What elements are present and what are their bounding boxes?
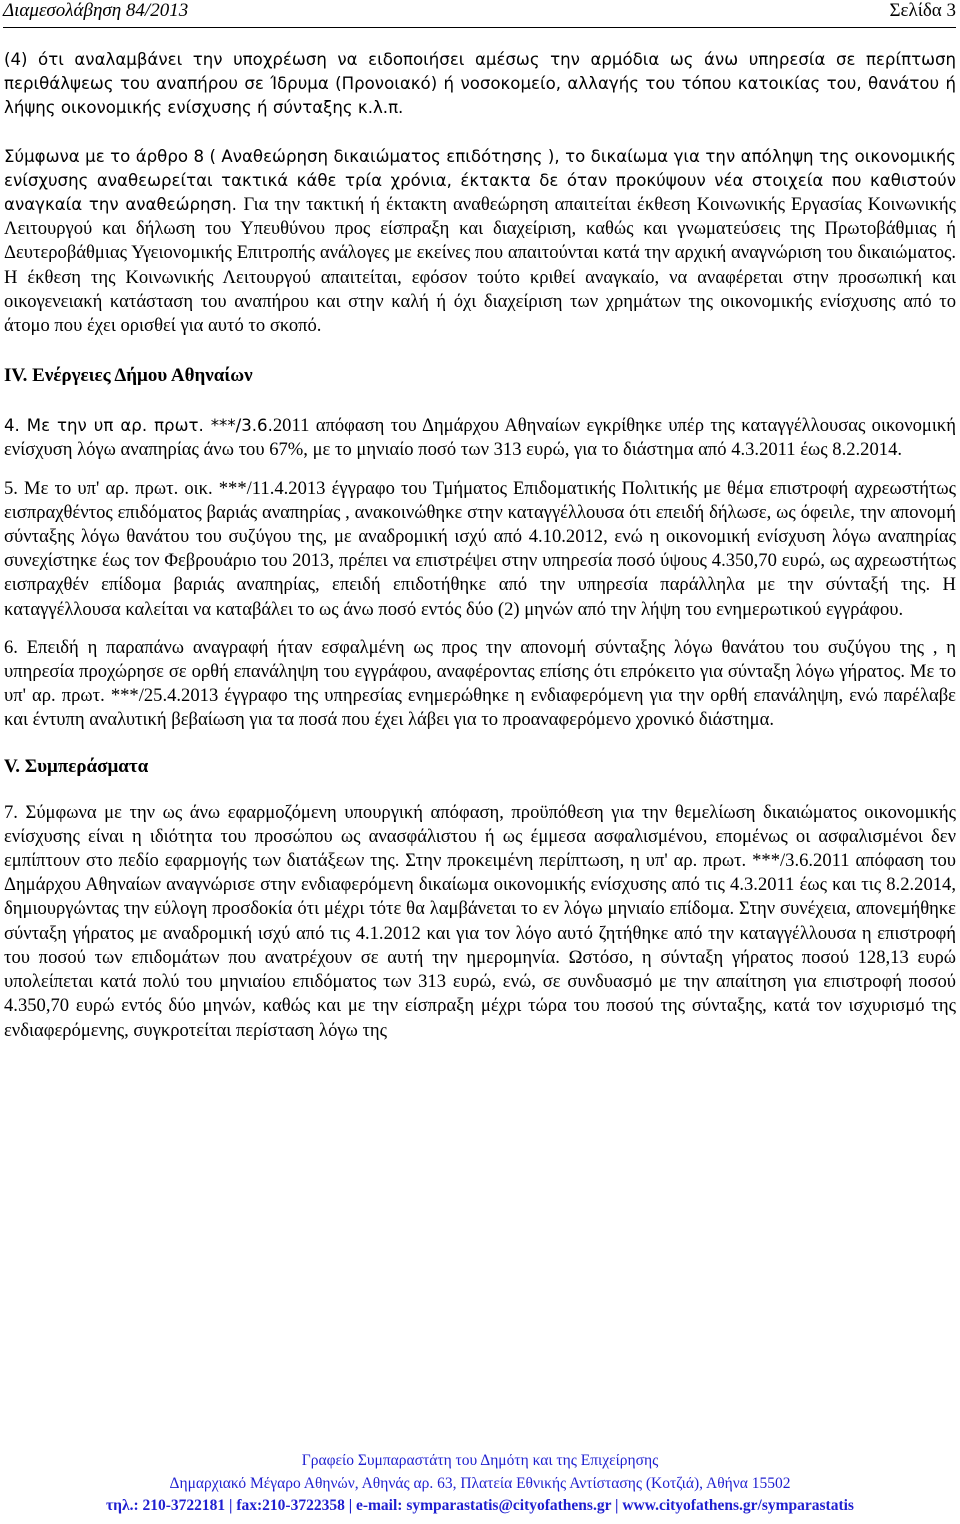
paragraph-4 — [4, 414, 956, 462]
footer-contact-line: τηλ.: 210-3722181 | fax:210-3722358 | e-mail: symparastatis@cityofathens.gr | www.cityofathens.gr/symparastatis — [106, 1497, 854, 1514]
footer-address: Δημαρχιακό Μέγαρο Αθηνών, Αθηνάς αρ. 63, Πλατεία Εθνικής Αντίστασης (Κοτζιά), Αθήνα 15502 — [169, 1474, 791, 1492]
case-reference: Διαμεσολάβηση 84/2013 — [3, 0, 189, 21]
page-header — [3, 0, 956, 26]
page-footer — [0, 1450, 960, 1518]
paragraph-7: 7. Σύμφωνα με την ως άνω εφαρμοζόμενη υπουργική απόφαση, προϋπόθεση για την θεμελίωση δικαιώματος οικονομικής ενίσχυσης είναι η ιδιότητα του προσώπου ως ανασφάλιστου ή ως έμμεσα ασφαλισμένου, επομένως οι ασφαλισμένοι δεν εμπίπτουν στο πεδίο εφαρμογής των διατάξεων της. Στην προκειμένη περίπτωση, η υπ' αρ. πρωτ. ***/3.6.2011 απόφαση του Δημάρχου Αθηναίων αναγνώρισε στην ενδιαφερόμενη δικαίωμα οικονομικής ενίσχυσης από τις 4.3.2011 έως και τις 8.2.2014, δημιουργώντας την εύλογη προσδοκία ότι μέχρι τότε θα λαμβάνεται το εν λόγω μηνιαίο επίδομα. Στην συνέχεια, απονεμήθηκε σύνταξη γήρατος με αναδρομική ισχύ από τις 4.1.2012 και για τον λόγο αυτό ζητήθηκε από την καταγγέλλουσα η επιστροφή του ποσού των επιδομάτων που ανατρέχουν σε αυτή την ημερομηνία. Ωστόσο, η σύνταξη γήρατος ποσού 128,13 ευρώ υπολείπεται κατά πολύ του μηνιαίου επιδόματος των 313 ευρώ, ενώ, σε συνδυασμό με την απαίτηση για επιστροφή ποσού 4.350,70 ευρώ εντός δύο μηνών, καθώς και με την είσπραξη μέχρι τώρα του ποσού της σύνταξης, κατά τον ισχυρισμό της ενδιαφερόμενης, συγκροτείται περίσταση λόγω της — [4, 801, 956, 1041]
paragraph-4-serif: 2011 απόφαση του Δημάρχου Αθηναίων εγκρίθηκε υπέρ της καταγγέλλουσας οικονομική ενίσχυση λόγω αναπηρίας άνω του 67%, με το μηνιαίο ποσό των 313 ευρώ, για το διάστημα από 4.3.2011 έως 8.2.2014. — [4, 415, 956, 461]
paragraph-article-8-sans: Σύμφωνα με το άρθρο 8 ( Αναθεώρηση δικαιώματος επιδότησης ), το δικαίωμα για την απόληψη της οικονομικής ενίσχυσης αναθεωρείται τακτικά κάθε τρία χρόνια, έκτακτα δε όταν προκύψουν νέα στοιχεία που καθιστούν αναγκαία την αναθεώρηση. — [4, 146, 956, 215]
paragraph-6: 6. Επειδή η παραπάνω αναγραφή ήταν εσφαλμένη ως προς την απονομή σύνταξης λόγω θανάτου του συζύγου της , η υπηρεσία προχώρησε σε ορθή επανάληψη του εγγράφου, αναφέροντας επίσης ότι επρόκειτο για σύνταξη λόγω γήρατος. Με το υπ' αρ. πρωτ. ***/25.4.2013 έγγραφο της υπηρεσίας ενημερώθηκε η ενδιαφερόμενη για την ορθή επανάληψη, ενώ παρέλαβε και έντυπη αναλυτική βεβαίωση για τα ποσά που έχει λάβει για το προαναφερόμενο χρονικό διάστημα. — [4, 636, 956, 731]
paragraph-article-8-serif: Για την τακτική ή έκτακτη αναθεώρηση απαιτείται έκθεση Κοινωνικής Εργασίας Κοινωνικής Λειτουργού και δήλωση του Υπευθύνου προς είσπραξη και διαχείριση, καθώς και γνωματεύσεις της Πρωτοβάθμιας ή Δευτεροβάθμιας Υγειονομικής Επιτροπής ανάλογες με εκείνες που απαιτούνται κατά την αρχική αναγνώριση του δικαιώματος. Η έκθεση της Κοινωνικής Λειτουργού απαιτείται, εφόσον τούτο κριθεί αναγκαίο, να αναφέρεται στην προσωπική και οικογενειακή κατάσταση του αναπήρου και στην καλή ή όχι διαχείριση των χρημάτων της οικονομικής ενίσχυσης από το άτομο που έχει ορισθεί για αυτό το σκοπό. — [4, 194, 956, 337]
document-body — [4, 48, 956, 1043]
paragraph-article-8 — [4, 145, 956, 339]
paragraph-4-sans: 4. Με την υπ αρ. πρωτ. ***/3.6. — [4, 416, 273, 436]
page-number: Σελίδα 3 — [889, 0, 956, 21]
section-heading-iv: IV. Ενέργειες Δήμου Αθηναίων — [4, 365, 253, 387]
paragraph-obligation: (4) ότι αναλαμβάνει την υποχρέωση να ειδοποιήσει αμέσως την αρμόδια ως άνω υπηρεσία σε περίπτωση περιθάλψεως του αναπήρου σε Ίδρυμα (Προνοιακό) ή νοσοκομείο, αλλαγής του τόπου κατοικίας του, θανάτου ή λήψης οικονομικής ενίσχυσης ή σύνταξης κ.λ.π. — [4, 50, 956, 118]
header-divider — [3, 27, 956, 28]
footer-office-name: Γραφείο Συμπαραστάτη του Δημότη και της Επιχείρησης — [301, 1452, 659, 1469]
paragraph-5: 5. Με το υπ' αρ. πρωτ. οικ. ***/11.4.2013 έγγραφο του Τμήματος Επιδοματικής Πολιτικής με θέμα επιστροφή αχρεωστήτως εισπραχθέντος επιδόματος βαριάς αναπηρίας , ανακοινώθηκε στην καταγγέλλουσα ότι επειδή δήλωσε, ως όφειλε, την απονομή σύνταξης λόγω θανάτου του συζύγου της, με αναδρομική ισχύ από 4.10.2012, ενώ η οικονομική ενίσχυση λόγω αναπηρίας συνεχίστηκε έως τον Φεβρουάριο του 2013, πρέπει να επιστρέψει στην υπηρεσία ποσό ύψους 4.350,70 ευρώ, ως αχρεωστήτως εισπραχθέν επίδομα βαριάς αναπηρίας, επειδή επιδοτήθηκε από την υπηρεσία παράλληλα με την σύνταξή της. Η καταγγέλλουσα καλείται να καταβάλει το ως άνω ποσό εντός δύο (2) μηνών από την λήψη του ενημερωτικού εγγράφου. — [4, 477, 956, 620]
section-heading-v: V. Συμπεράσματα — [4, 755, 149, 777]
